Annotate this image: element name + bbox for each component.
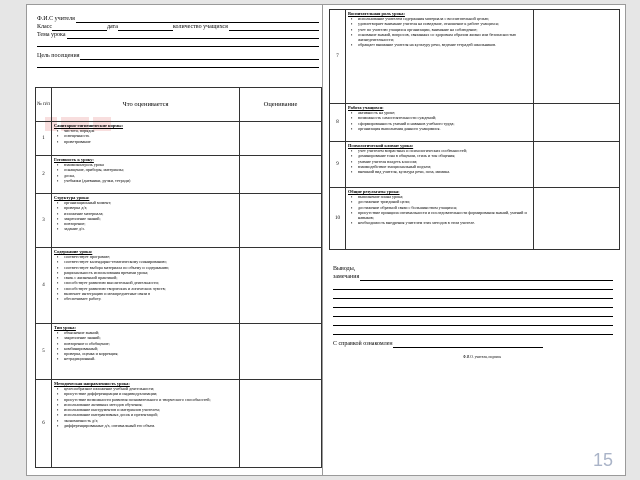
row-number: 4 (36, 248, 52, 324)
row-number: 2 (36, 156, 52, 194)
criteria-item: ▪ присутствие дифференциации и индивидуализации; (64, 391, 237, 396)
criteria-title: Структура урока: (54, 195, 90, 200)
criteria-item: ▪ связь с жизненной практикой; (64, 275, 237, 280)
criteria-title: Воспитательная роль урока: (348, 11, 405, 16)
criteria-cell (346, 10, 534, 104)
remarks-label: замечания (333, 274, 360, 280)
criteria-row (36, 248, 322, 324)
slide-number: 15 (592, 450, 613, 470)
criteria-item: ▪ способствует развитию творческих и логических чувств; (64, 286, 237, 291)
criteria-item: ▪ целесообразное изложение учебной деятельности; (64, 386, 237, 391)
criteria-item: ▪ задание д/з. (64, 226, 237, 231)
ack-label: С справкой ознакомлен (333, 341, 393, 347)
criteria-item: ▪ включает интеграцию и межпредметные связи в (64, 291, 237, 296)
criteria-item: ▪ оснащение, приборы, материалы; (64, 167, 237, 172)
class-label: Класс (37, 24, 52, 30)
criteria-item: ▪ основание знаний, вопросов, связанных со здоровым образом жизни или безопасностью жизнедеятельности; (358, 32, 531, 43)
teacher-label: Ф.И.С учителя (37, 16, 75, 22)
criteria-title: Санитарно-гигиенические нормы: (54, 123, 124, 128)
criteria-item: ▪ повторение и обобщение; (64, 341, 237, 346)
criteria-item: ▪ использование инструментов и материалов учителем; (64, 407, 237, 412)
criteria-item: ▪ повторение; (64, 221, 237, 226)
criteria-item: ▪ объяснение знаний; (64, 330, 237, 335)
criteria-item: ▪ использование интерактивных досок и презентаций; (64, 412, 237, 417)
score-cell[interactable] (534, 104, 620, 142)
row-number: 9 (330, 142, 346, 188)
criteria-row (330, 188, 620, 250)
criteria-title: Готовность к уроку: (54, 157, 94, 162)
criteria-item: ▪ закрепление знаний; (64, 216, 237, 221)
criteria-item: ▪ использование активных методов обучения; (64, 402, 237, 407)
criteria-cell (52, 380, 240, 468)
purpose-label: Цель посещения (37, 53, 80, 59)
row-number: 10 (330, 188, 346, 250)
criteria-cell (52, 324, 240, 380)
col-num-header: № п/п (36, 88, 52, 122)
score-cell[interactable] (240, 156, 322, 194)
criteria-item: ▪ организационный момент; (64, 200, 237, 205)
criteria-row (36, 122, 322, 156)
criteria-item: ▪ дифференцированные д/з, оптимальный его объем. (64, 423, 237, 428)
score-cell[interactable] (534, 188, 620, 250)
criteria-item: ▪ выполнение плана урока; (358, 194, 531, 199)
score-cell[interactable] (534, 10, 620, 104)
criteria-item: ▪ рациональность использования времени урока; (64, 270, 237, 275)
score-cell[interactable] (240, 248, 322, 324)
row-number: 3 (36, 194, 52, 248)
score-cell[interactable] (534, 142, 620, 188)
row-number: 1 (36, 122, 52, 156)
criteria-cell (346, 142, 534, 188)
criteria-title: Общие результаты урока: (348, 189, 400, 194)
criteria-item: ▪ нетрадиционный. (64, 356, 237, 361)
criteria-item: ▪ присутствие возможности развития познавательного и творческого способностей; (64, 397, 237, 402)
col-score-header: Оценивание (240, 88, 322, 122)
criteria-item: ▪ комбинированный; (64, 346, 237, 351)
count-label: количество учащихся (172, 24, 228, 30)
criteria-cell (52, 122, 240, 156)
col-what-header: Что оценивается (52, 88, 240, 122)
criteria-row (36, 156, 322, 194)
criteria-item: ▪ активность на уроке; (358, 110, 531, 115)
criteria-item: ▪ доминирование тона в общении, стиль и тон общения; (358, 153, 531, 158)
criteria-row (36, 194, 322, 248)
criteria-cell (52, 156, 240, 194)
criteria-row (36, 324, 322, 380)
score-cell[interactable] (240, 122, 322, 156)
criteria-item: ▪ доска, (64, 173, 237, 178)
criteria-row (330, 104, 620, 142)
criteria-item: ▪ обеспечивает работу. (64, 296, 237, 301)
criteria-row (36, 380, 322, 468)
criteria-item: ▪ закрепление знаний; (64, 335, 237, 340)
criteria-item: ▪ взаимодействие эмоциональный подъем; (358, 164, 531, 169)
criteria-item: ▪ способствует развитию мыслительной деятельности; (64, 280, 237, 285)
criteria-item: ▪ изложение материала; (64, 211, 237, 216)
header-block (37, 15, 319, 68)
criteria-item: ▪ соответствует календарно-тематическому планированию; (64, 259, 237, 264)
criteria-table-right (329, 9, 620, 250)
signature-note: Ф.И.О. учителя, подпись (463, 355, 502, 359)
criteria-item: ▪ проветривание (64, 139, 237, 144)
criteria-item: ▪ соответствует программе; (64, 254, 237, 259)
row-number: 7 (330, 10, 346, 104)
criteria-table-left (35, 87, 322, 468)
criteria-item: ▪ учебники (дневники, ручки, тетради) (64, 178, 237, 183)
criteria-item: ▪ возможность самостоятельности суждений; (358, 115, 531, 120)
criteria-item: ▪ учет по учителю учащихся организации, внимание на соблюдение; (358, 27, 531, 32)
conclusions-block (333, 265, 613, 348)
criteria-item: ▪ обращает внимание учителя на культуру речи, ведение тетрадей школьников. (358, 42, 531, 47)
row-number: 5 (36, 324, 52, 380)
criteria-item: ▪ необходимость внедрения учителем этих методов в этом учителе. (358, 220, 531, 225)
row-number: 6 (36, 380, 52, 468)
page-left (26, 4, 330, 476)
criteria-item: ▪ учет учителем возрастных и психологических особенностей; (358, 148, 531, 153)
row-number: 8 (330, 104, 346, 142)
criteria-title: Психологический климат урока: (348, 143, 414, 148)
page-right (322, 4, 626, 476)
criteria-item: ▪ достижение обратной связи с большинством учащихся; (358, 205, 531, 210)
criteria-item: ▪ взаимоконтроль урока (64, 162, 237, 167)
criteria-item: ▪ чистота, порядок (64, 128, 237, 133)
conclusions-label: Выводы, (333, 266, 356, 272)
criteria-item: ▪ присутствие принципа оптимальности и последовательности формирования знаний, умений и навыков; (358, 210, 531, 221)
criteria-item: ▪ достижение триединой цели; (358, 199, 531, 204)
score-cell[interactable] (240, 380, 322, 468)
criteria-item: ▪ внешний вид учителя, культура речи, поза, мимика. (358, 169, 531, 174)
criteria-item: ▪ проверка д/з; (64, 205, 237, 210)
criteria-item: ▪ соответствует выбора материала по объему и содержанию; (64, 265, 237, 270)
criteria-cell (346, 104, 534, 142)
criteria-title: Методическая направленность урока: (54, 381, 130, 386)
criteria-cell (52, 194, 240, 248)
criteria-item: ▪ проверка, оценка и коррекция; (64, 351, 237, 356)
date-label: дата (107, 24, 118, 30)
criteria-item: ▪ сформированность умений и навыков учебного труда; (358, 121, 531, 126)
criteria-row (330, 10, 620, 104)
criteria-title: Тип урока: (54, 325, 76, 330)
criteria-title: Содержание урока: (54, 249, 93, 254)
criteria-item: ▪ экономичность д/з; (64, 418, 237, 423)
score-cell[interactable] (240, 324, 322, 380)
criteria-title: Работа учащихся: (348, 105, 384, 110)
criteria-item: ▪ умение учителя владеть классом; (358, 159, 531, 164)
topic-label: Тема урока (37, 32, 66, 38)
criteria-row (330, 142, 620, 188)
criteria-item: ▪ освещенность (64, 133, 237, 138)
score-cell[interactable] (240, 194, 322, 248)
criteria-item: ▪ удовлетворяет внимание учителя на поведение, отношение к работе учащихся; (358, 21, 531, 26)
criteria-item: ▪ использование учителем содержания материала с воспитательной целью; (358, 16, 531, 21)
criteria-item: ▪ организация выполнения данного учащимися. (358, 126, 531, 131)
criteria-cell (52, 248, 240, 324)
criteria-cell (346, 188, 534, 250)
